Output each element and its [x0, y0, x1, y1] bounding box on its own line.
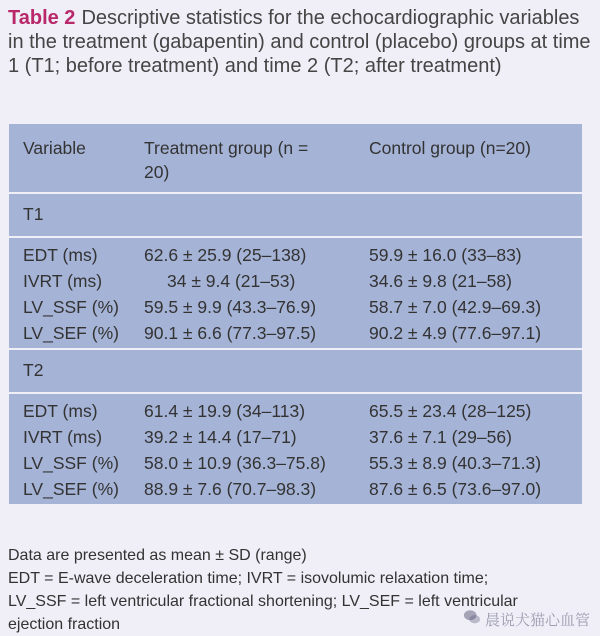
- cell-variable: IVRT (ms): [23, 271, 103, 291]
- table-label: Table 2: [8, 7, 76, 29]
- cell-control: 37.6 ± 7.1 (29–56): [369, 427, 512, 447]
- cell-treatment: 58.0 ± 10.9 (36.3–75.8): [144, 453, 326, 473]
- wechat-icon: [463, 608, 481, 630]
- cell-treatment: 59.5 ± 9.9 (43.3–76.9): [144, 297, 317, 317]
- cell-control: 87.6 ± 6.5 (73.6–97.0): [369, 479, 542, 499]
- footnote-line: LV_SSF = left ventricular fractional shortening; LV_SEF = left ventricular: [8, 593, 518, 610]
- cell-variable: EDT (ms): [23, 245, 98, 265]
- table-row: [9, 242, 582, 268]
- table-row: [9, 268, 582, 294]
- section-label: T2: [23, 360, 44, 380]
- cell-treatment: 34 ± 9.4 (21–53): [167, 271, 296, 291]
- cell-variable: IVRT (ms): [23, 427, 103, 447]
- header-control: Control group (n=20): [369, 138, 531, 158]
- cell-control: 55.3 ± 8.9 (40.3–71.3): [369, 453, 542, 473]
- section-t1-rows: [9, 238, 582, 350]
- cell-control: 90.2 ± 4.9 (77.6–97.1): [369, 323, 542, 343]
- section-t2-rows: [9, 394, 582, 506]
- footnote-line: EDT = E-wave deceleration time; IVRT = isovolumic relaxation time;: [8, 570, 489, 587]
- table-caption: [8, 6, 593, 78]
- cell-control: 65.5 ± 23.4 (28–125): [369, 401, 532, 421]
- cell-treatment: 90.1 ± 6.6 (77.3–97.5): [144, 323, 317, 343]
- table-row: [9, 294, 582, 320]
- section-t2: [9, 350, 582, 394]
- footnote-line: Data are presented as mean ± SD (range): [8, 547, 307, 564]
- cell-control: 58.7 ± 7.0 (42.9–69.3): [369, 297, 542, 317]
- cell-treatment: 88.9 ± 7.6 (70.7–98.3): [144, 479, 317, 499]
- footnote-line: ejection fraction: [8, 616, 121, 633]
- caption-text: Descriptive statistics for the echocardiographic variables in the treatment (gabapentin) and control (placebo) groups at time 1 (T1; before treatment) and time 2 (T2; after treatment): [8, 7, 591, 77]
- table-row: [9, 398, 582, 424]
- cell-variable: EDT (ms): [23, 401, 98, 421]
- table-row: [9, 450, 582, 476]
- stats-table: [9, 124, 582, 506]
- table-row: [9, 476, 582, 502]
- section-label: T1: [23, 204, 44, 224]
- cell-treatment: 61.4 ± 19.9 (34–113): [144, 401, 306, 421]
- cell-control: 59.9 ± 16.0 (33–83): [369, 245, 522, 265]
- table-row: [9, 320, 582, 346]
- table-header: [9, 124, 582, 194]
- cell-treatment: 62.6 ± 25.9 (25–138): [144, 245, 307, 265]
- cell-control: 34.6 ± 9.8 (21–58): [369, 271, 512, 291]
- header-treatment: Treatment group (n = 20): [144, 138, 309, 182]
- cell-variable: LV_SEF (%): [23, 479, 119, 499]
- table-row: [9, 424, 582, 450]
- watermark: [463, 608, 590, 630]
- cell-variable: LV_SSF (%): [23, 453, 119, 473]
- header-variable: Variable: [23, 138, 86, 158]
- cell-variable: LV_SEF (%): [23, 323, 119, 343]
- cell-treatment: 39.2 ± 14.4 (17–71): [144, 427, 297, 447]
- section-t1: [9, 194, 582, 238]
- cell-variable: LV_SSF (%): [23, 297, 119, 317]
- watermark-text: 晨说犬猫心血管: [484, 611, 590, 629]
